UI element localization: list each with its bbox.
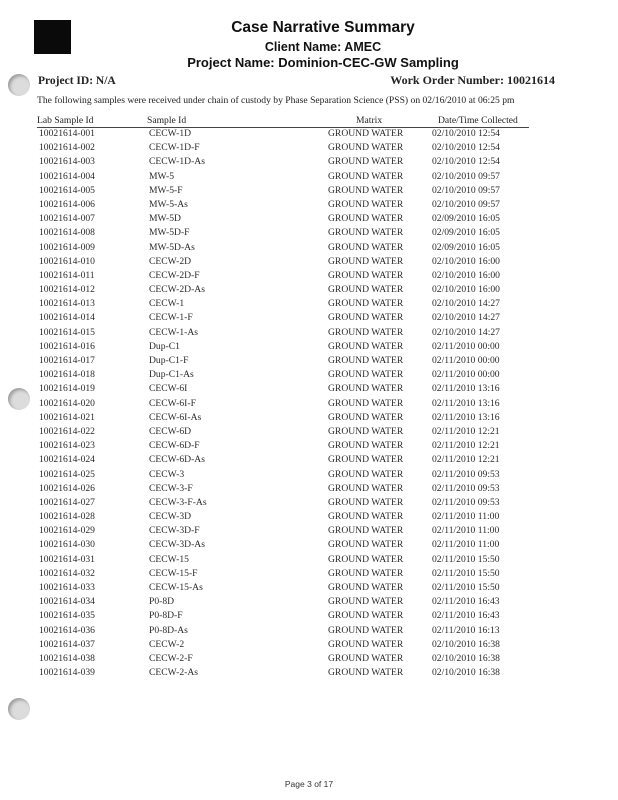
matrix-cell: GROUND WATER [328,170,404,182]
sample-id-cell: CECW-15 [149,553,189,565]
lab-sample-id-cell: 10021614-025 [39,468,95,480]
date-collected-cell: 02/11/2010 13:16 [432,397,500,409]
lab-sample-id-cell: 10021614-038 [39,652,95,664]
sample-id-cell: CECW-6I-F [149,397,196,409]
sample-id-cell: CECW-6D-F [149,440,200,452]
lab-sample-id-cell: 10021614-010 [39,255,95,267]
date-collected-cell: 02/11/2010 12:21 [432,440,500,452]
sample-id-cell: CECW-1D [149,128,192,139]
date-collected-cell: 02/10/2010 09:57 [432,184,500,196]
lab-sample-id-cell: 10021614-012 [39,284,95,296]
sample-id-cell: CECW-3D [149,511,192,523]
matrix-cell: GROUND WATER [328,397,404,409]
table-row [0,241,618,255]
matrix-cell: GROUND WATER [328,667,404,679]
table-row [0,170,618,184]
punch-hole [8,74,30,96]
matrix-cell: GROUND WATER [328,511,404,523]
matrix-cell: GROUND WATER [328,425,404,437]
table-row [0,510,618,524]
table-row [0,397,618,411]
matrix-cell: GROUND WATER [328,624,404,636]
table-row [0,212,618,226]
matrix-cell: GROUND WATER [328,298,404,310]
lab-sample-id-cell: 10021614-002 [39,142,95,154]
table-row [0,198,618,212]
client-name: Client Name: AMEC [264,40,382,54]
sample-table [0,127,618,680]
lab-sample-id-cell: 10021614-001 [39,128,95,139]
lab-sample-id-cell: 10021614-026 [39,482,95,494]
lab-sample-id-cell: 10021614-019 [39,383,95,395]
table-row [0,638,618,652]
sample-id-cell: CECW-3-F-As [149,496,207,508]
sample-id-cell: MW-5D-As [149,241,195,253]
date-collected-cell: 02/10/2010 14:27 [432,326,500,338]
table-row [0,468,618,482]
lab-sample-id-cell: 10021614-004 [39,170,95,182]
matrix-cell: GROUND WATER [328,454,404,466]
lab-sample-id-cell: 10021614-013 [39,298,95,310]
project-id: Project ID: N/A [38,75,116,87]
column-header-matrix: Matrix [356,115,383,126]
date-collected-cell: 02/11/2010 13:16 [432,411,500,423]
intro-text: The following samples were received under chain of custody by Phase Separation Science (PSS) on 02/16/2010 at 06:25 pm [37,95,515,106]
column-header-date-time: Date/Time Collected [438,115,518,126]
sample-id-cell: CECW-15-As [149,582,203,593]
table-row [0,453,618,467]
table-row [0,482,618,496]
sample-id-cell: CECW-1-As [149,326,199,338]
matrix-cell: GROUND WATER [328,553,404,565]
lab-sample-id-cell: 10021614-003 [39,156,95,168]
date-collected-cell: 02/10/2010 16:38 [432,652,500,664]
lab-sample-id-cell: 10021614-017 [39,355,95,366]
sample-id-cell: Dup-C1-F [149,355,189,366]
work-order-number: Work Order Number: 10021614 [390,73,555,87]
page-number: Page 3 of 17 [284,779,334,789]
date-collected-cell: 02/11/2010 12:21 [432,425,500,437]
lab-sample-id-cell: 10021614-007 [39,213,95,225]
table-row [0,581,618,595]
matrix-cell: GROUND WATER [328,369,404,381]
table-row [0,255,618,269]
matrix-cell: GROUND WATER [328,596,404,608]
matrix-cell: GROUND WATER [328,269,404,281]
table-row [0,439,618,453]
lab-sample-id-cell: 10021614-032 [39,567,95,579]
matrix-cell: GROUND WATER [328,567,404,579]
matrix-cell: GROUND WATER [328,652,404,664]
date-collected-cell: 02/11/2010 09:53 [432,496,500,508]
sample-id-cell: Dup-C1-As [149,369,194,381]
sample-id-cell: MW-5-F [149,184,183,196]
sample-id-cell: CECW-6I-As [149,411,202,423]
matrix-cell: GROUND WATER [328,496,404,508]
table-row [0,226,618,240]
lab-sample-id-cell: 10021614-009 [39,241,95,253]
lab-sample-id-cell: 10021614-011 [39,269,95,281]
column-header-lab-sample-id: Lab Sample Id [37,115,94,126]
matrix-cell: GROUND WATER [328,340,404,352]
table-row [0,595,618,609]
lab-sample-id-cell: 10021614-033 [39,582,95,593]
matrix-cell: GROUND WATER [328,284,404,296]
lab-sample-id-cell: 10021614-015 [39,326,95,338]
lab-sample-id-cell: 10021614-016 [39,340,95,352]
sample-id-cell: CECW-3D-As [149,539,205,551]
sample-id-cell: CECW-1D-F [149,142,200,154]
sample-id-cell: CECW-2 [149,638,185,650]
lab-sample-id-cell: 10021614-039 [39,667,95,679]
table-row [0,354,618,368]
matrix-cell: GROUND WATER [328,355,404,366]
matrix-cell: GROUND WATER [328,525,404,537]
sample-id-cell: CECW-1D-As [149,156,205,168]
table-row [0,382,618,396]
date-collected-cell: 02/11/2010 11:00 [432,525,500,537]
matrix-cell: GROUND WATER [328,468,404,480]
date-collected-cell: 02/11/2010 11:00 [432,511,500,523]
date-collected-cell: 02/11/2010 09:53 [432,468,500,480]
date-collected-cell: 02/11/2010 16:43 [432,610,500,622]
matrix-cell: GROUND WATER [328,198,404,210]
lab-sample-id-cell: 10021614-037 [39,638,95,650]
date-collected-cell: 02/09/2010 16:05 [432,241,500,253]
matrix-cell: GROUND WATER [328,411,404,423]
table-row [0,624,618,638]
date-collected-cell: 02/11/2010 12:21 [432,454,500,466]
lab-sample-id-cell: 10021614-034 [39,596,95,608]
sample-id-cell: MW-5 [149,170,175,182]
matrix-cell: GROUND WATER [328,128,404,139]
project-name: Project Name: Dominion-CEC-GW Sampling [187,55,459,70]
sample-id-cell: CECW-1 [149,298,185,310]
date-collected-cell: 02/09/2010 16:05 [432,213,500,225]
sample-id-cell: P0-8D-F [149,610,183,622]
date-collected-cell: 02/11/2010 00:00 [432,369,500,381]
table-row [0,666,618,680]
sample-id-cell: CECW-1-F [149,312,193,324]
date-collected-cell: 02/11/2010 09:53 [432,482,500,494]
table-row [0,496,618,510]
lab-sample-id-cell: 10021614-036 [39,624,95,636]
punch-hole [8,698,30,720]
table-row [0,340,618,354]
lab-sample-id-cell: 10021614-021 [39,411,95,423]
date-collected-cell: 02/10/2010 14:27 [432,312,500,324]
date-collected-cell: 02/11/2010 13:16 [432,383,500,395]
matrix-cell: GROUND WATER [328,383,404,395]
table-row [0,411,618,425]
date-collected-cell: 02/11/2010 15:50 [432,553,500,565]
date-collected-cell: 02/10/2010 14:27 [432,298,500,310]
lab-sample-id-cell: 10021614-006 [39,198,95,210]
date-collected-cell: 02/11/2010 00:00 [432,340,500,352]
lab-sample-id-cell: 10021614-035 [39,610,95,622]
lab-sample-id-cell: 10021614-031 [39,553,95,565]
date-collected-cell: 02/10/2010 16:38 [432,667,500,679]
table-row [0,184,618,198]
lab-sample-id-cell: 10021614-014 [39,312,95,324]
matrix-cell: GROUND WATER [328,156,404,168]
table-row [0,269,618,283]
date-collected-cell: 02/10/2010 12:54 [432,128,500,139]
sample-id-cell: CECW-2-F [149,652,193,664]
date-collected-cell: 02/11/2010 16:43 [432,596,500,608]
lab-sample-id-cell: 10021614-020 [39,397,95,409]
report-title: Case Narrative Summary [231,19,415,36]
matrix-cell: GROUND WATER [328,184,404,196]
table-row [0,297,618,311]
table-row [0,567,618,581]
lab-sample-id-cell: 10021614-027 [39,496,95,508]
sample-id-cell: CECW-2-As [149,667,199,679]
sample-id-cell: Dup-C1 [149,340,180,352]
table-row [0,652,618,666]
table-row [0,326,618,340]
table-row [0,524,618,538]
table-row [0,538,618,552]
sample-id-cell: CECW-2D [149,255,192,267]
date-collected-cell: 02/11/2010 16:13 [432,624,500,636]
date-collected-cell: 02/10/2010 09:57 [432,198,500,210]
matrix-cell: GROUND WATER [328,610,404,622]
sample-id-cell: CECW-6D [149,425,192,437]
sample-id-cell: MW-5D [149,213,181,225]
sample-id-cell: CECW-15-F [149,567,198,579]
matrix-cell: GROUND WATER [328,638,404,650]
table-row [0,141,618,155]
sample-id-cell: MW-5-As [149,198,188,210]
date-collected-cell: 02/09/2010 16:05 [432,227,500,239]
lab-sample-id-cell: 10021614-028 [39,511,95,523]
sample-id-cell: CECW-6I [149,383,188,395]
date-collected-cell: 02/10/2010 16:00 [432,269,500,281]
matrix-cell: GROUND WATER [328,482,404,494]
sample-id-cell: CECW-3D-F [149,525,200,537]
matrix-cell: GROUND WATER [328,312,404,324]
lab-sample-id-cell: 10021614-029 [39,525,95,537]
sample-id-cell: CECW-6D-As [149,454,205,466]
date-collected-cell: 02/10/2010 09:57 [432,170,500,182]
lab-sample-id-cell: 10021614-024 [39,454,95,466]
lab-sample-id-cell: 10021614-008 [39,227,95,239]
date-collected-cell: 02/10/2010 16:38 [432,638,500,650]
matrix-cell: GROUND WATER [328,142,404,154]
table-row [0,425,618,439]
sample-id-cell: CECW-2D-F [149,269,200,281]
matrix-cell: GROUND WATER [328,440,404,452]
date-collected-cell: 02/10/2010 12:54 [432,142,500,154]
matrix-cell: GROUND WATER [328,227,404,239]
matrix-cell: GROUND WATER [328,582,404,593]
lab-sample-id-cell: 10021614-030 [39,539,95,551]
sample-id-cell: MW-5D-F [149,227,190,239]
table-row [0,283,618,297]
table-row [0,155,618,169]
sample-id-cell: CECW-3 [149,468,185,480]
sample-id-cell: P0-8D [149,596,175,608]
lab-sample-id-cell: 10021614-005 [39,184,95,196]
matrix-cell: GROUND WATER [328,213,404,225]
table-row [0,368,618,382]
column-header-sample-id: Sample Id [147,115,187,126]
lab-sample-id-cell: 10021614-022 [39,425,95,437]
date-collected-cell: 02/10/2010 12:54 [432,156,500,168]
sample-id-cell: P0-8D-As [149,624,188,636]
table-row [0,127,618,141]
lab-sample-id-cell: 10021614-023 [39,440,95,452]
date-collected-cell: 02/11/2010 15:50 [432,567,500,579]
matrix-cell: GROUND WATER [328,255,404,267]
date-collected-cell: 02/11/2010 00:00 [432,355,500,366]
matrix-cell: GROUND WATER [328,241,404,253]
lab-sample-id-cell: 10021614-018 [39,369,95,381]
date-collected-cell: 02/11/2010 11:00 [432,539,500,551]
matrix-cell: GROUND WATER [328,326,404,338]
date-collected-cell: 02/11/2010 15:50 [432,582,500,593]
date-collected-cell: 02/10/2010 16:00 [432,284,500,296]
sample-id-cell: CECW-2D-As [149,284,205,296]
table-row [0,609,618,623]
date-collected-cell: 02/10/2010 16:00 [432,255,500,267]
table-row [0,311,618,325]
matrix-cell: GROUND WATER [328,539,404,551]
sample-id-cell: CECW-3-F [149,482,193,494]
table-row [0,553,618,567]
